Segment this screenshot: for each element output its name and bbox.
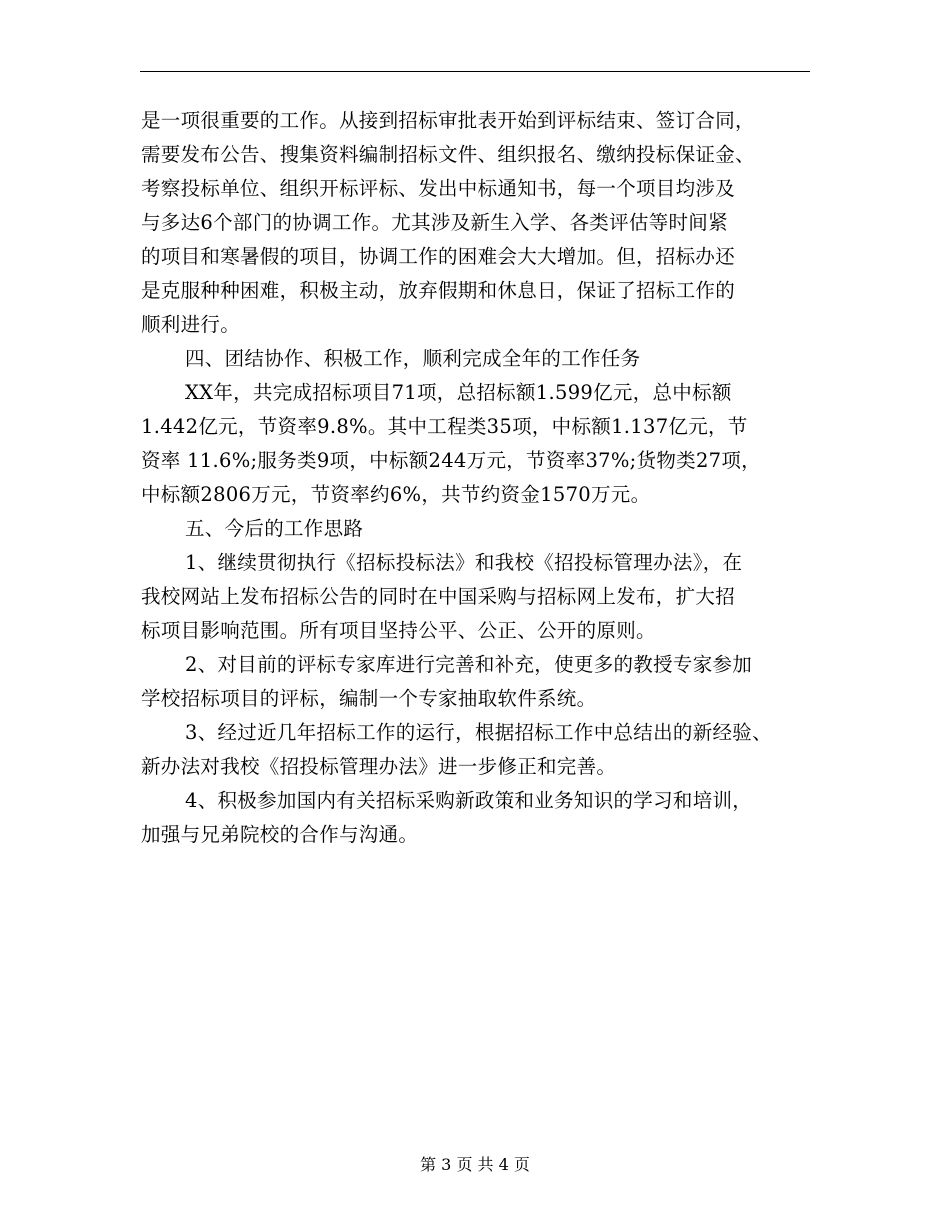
header-rule bbox=[140, 71, 810, 72]
text-line: 3、经过近几年招标工作的运行，根据招标工作中总结出的新经验、 bbox=[185, 721, 772, 744]
text-line: 学校招标项目的评标，编制一个专家抽取软件系统。 bbox=[141, 687, 597, 710]
document-body bbox=[141, 104, 813, 852]
text-line: 是一项很重要的工作。从接到招标审批表开始到评标结束、签订合同， bbox=[141, 109, 755, 132]
text-line: 五、今后的工作思路 bbox=[185, 517, 364, 540]
text-line: 与多达6个部门的协调工作。尤其涉及新生入学、各类评估等时间紧 bbox=[141, 211, 728, 234]
text-line: 4、积极参加国内有关招标采购新政策和业务知识的学习和培训， bbox=[185, 789, 753, 812]
text-line: 1.442亿元，节资率9.8%。其中工程类35项，中标额1.137亿元，节 bbox=[141, 415, 748, 438]
text-line: 2、对目前的评标专家库进行完善和补充，使更多的教授专家参加 bbox=[185, 653, 753, 676]
text-line: 1、继续贯彻执行《招标投标法》和我校《招投标管理办法》，在 bbox=[185, 551, 743, 574]
text-line: 资率 11.6%;服务类9项，中标额244万元，节资率37%;货物类27项， bbox=[141, 449, 761, 472]
text-line: 需要发布公告、搜集资料编制招标文件、组织报名、缴纳投标保证金、 bbox=[141, 143, 755, 166]
text-line: 标项目影响范围。所有项目坚持公平、公正、公开的原则。 bbox=[141, 619, 656, 642]
text-line: 我校网站上发布招标公告的同时在中国采购与招标网上发布，扩大招 bbox=[141, 585, 736, 608]
text-line: 新办法对我校《招投标管理办法》进一步修正和完善。 bbox=[141, 755, 617, 778]
text-line: XX年，共完成招标项目71项，总招标额1.599亿元，总中标额 bbox=[185, 381, 732, 404]
text-line: 四、团结协作、积极工作，顺利完成全年的工作任务 bbox=[185, 347, 641, 370]
text-line: 的项目和寒暑假的项目，协调工作的困难会大大增加。但，招标办还 bbox=[141, 245, 736, 268]
text-line: 中标额2806万元，节资率约6%，共节约资金1570万元。 bbox=[141, 483, 651, 506]
text-line: 考察投标单位、组织开标评标、发出中标通知书，每一个项目均涉及 bbox=[141, 177, 736, 200]
text-line: 顺利进行。 bbox=[141, 313, 241, 336]
text-line: 是克服种种困难，积极主动，放弃假期和休息日，保证了招标工作的 bbox=[141, 279, 736, 302]
text-line: 加强与兄弟院校的合作与沟通。 bbox=[141, 823, 419, 846]
page-footer: 第 3 页 共 4 页 bbox=[420, 1155, 530, 1174]
